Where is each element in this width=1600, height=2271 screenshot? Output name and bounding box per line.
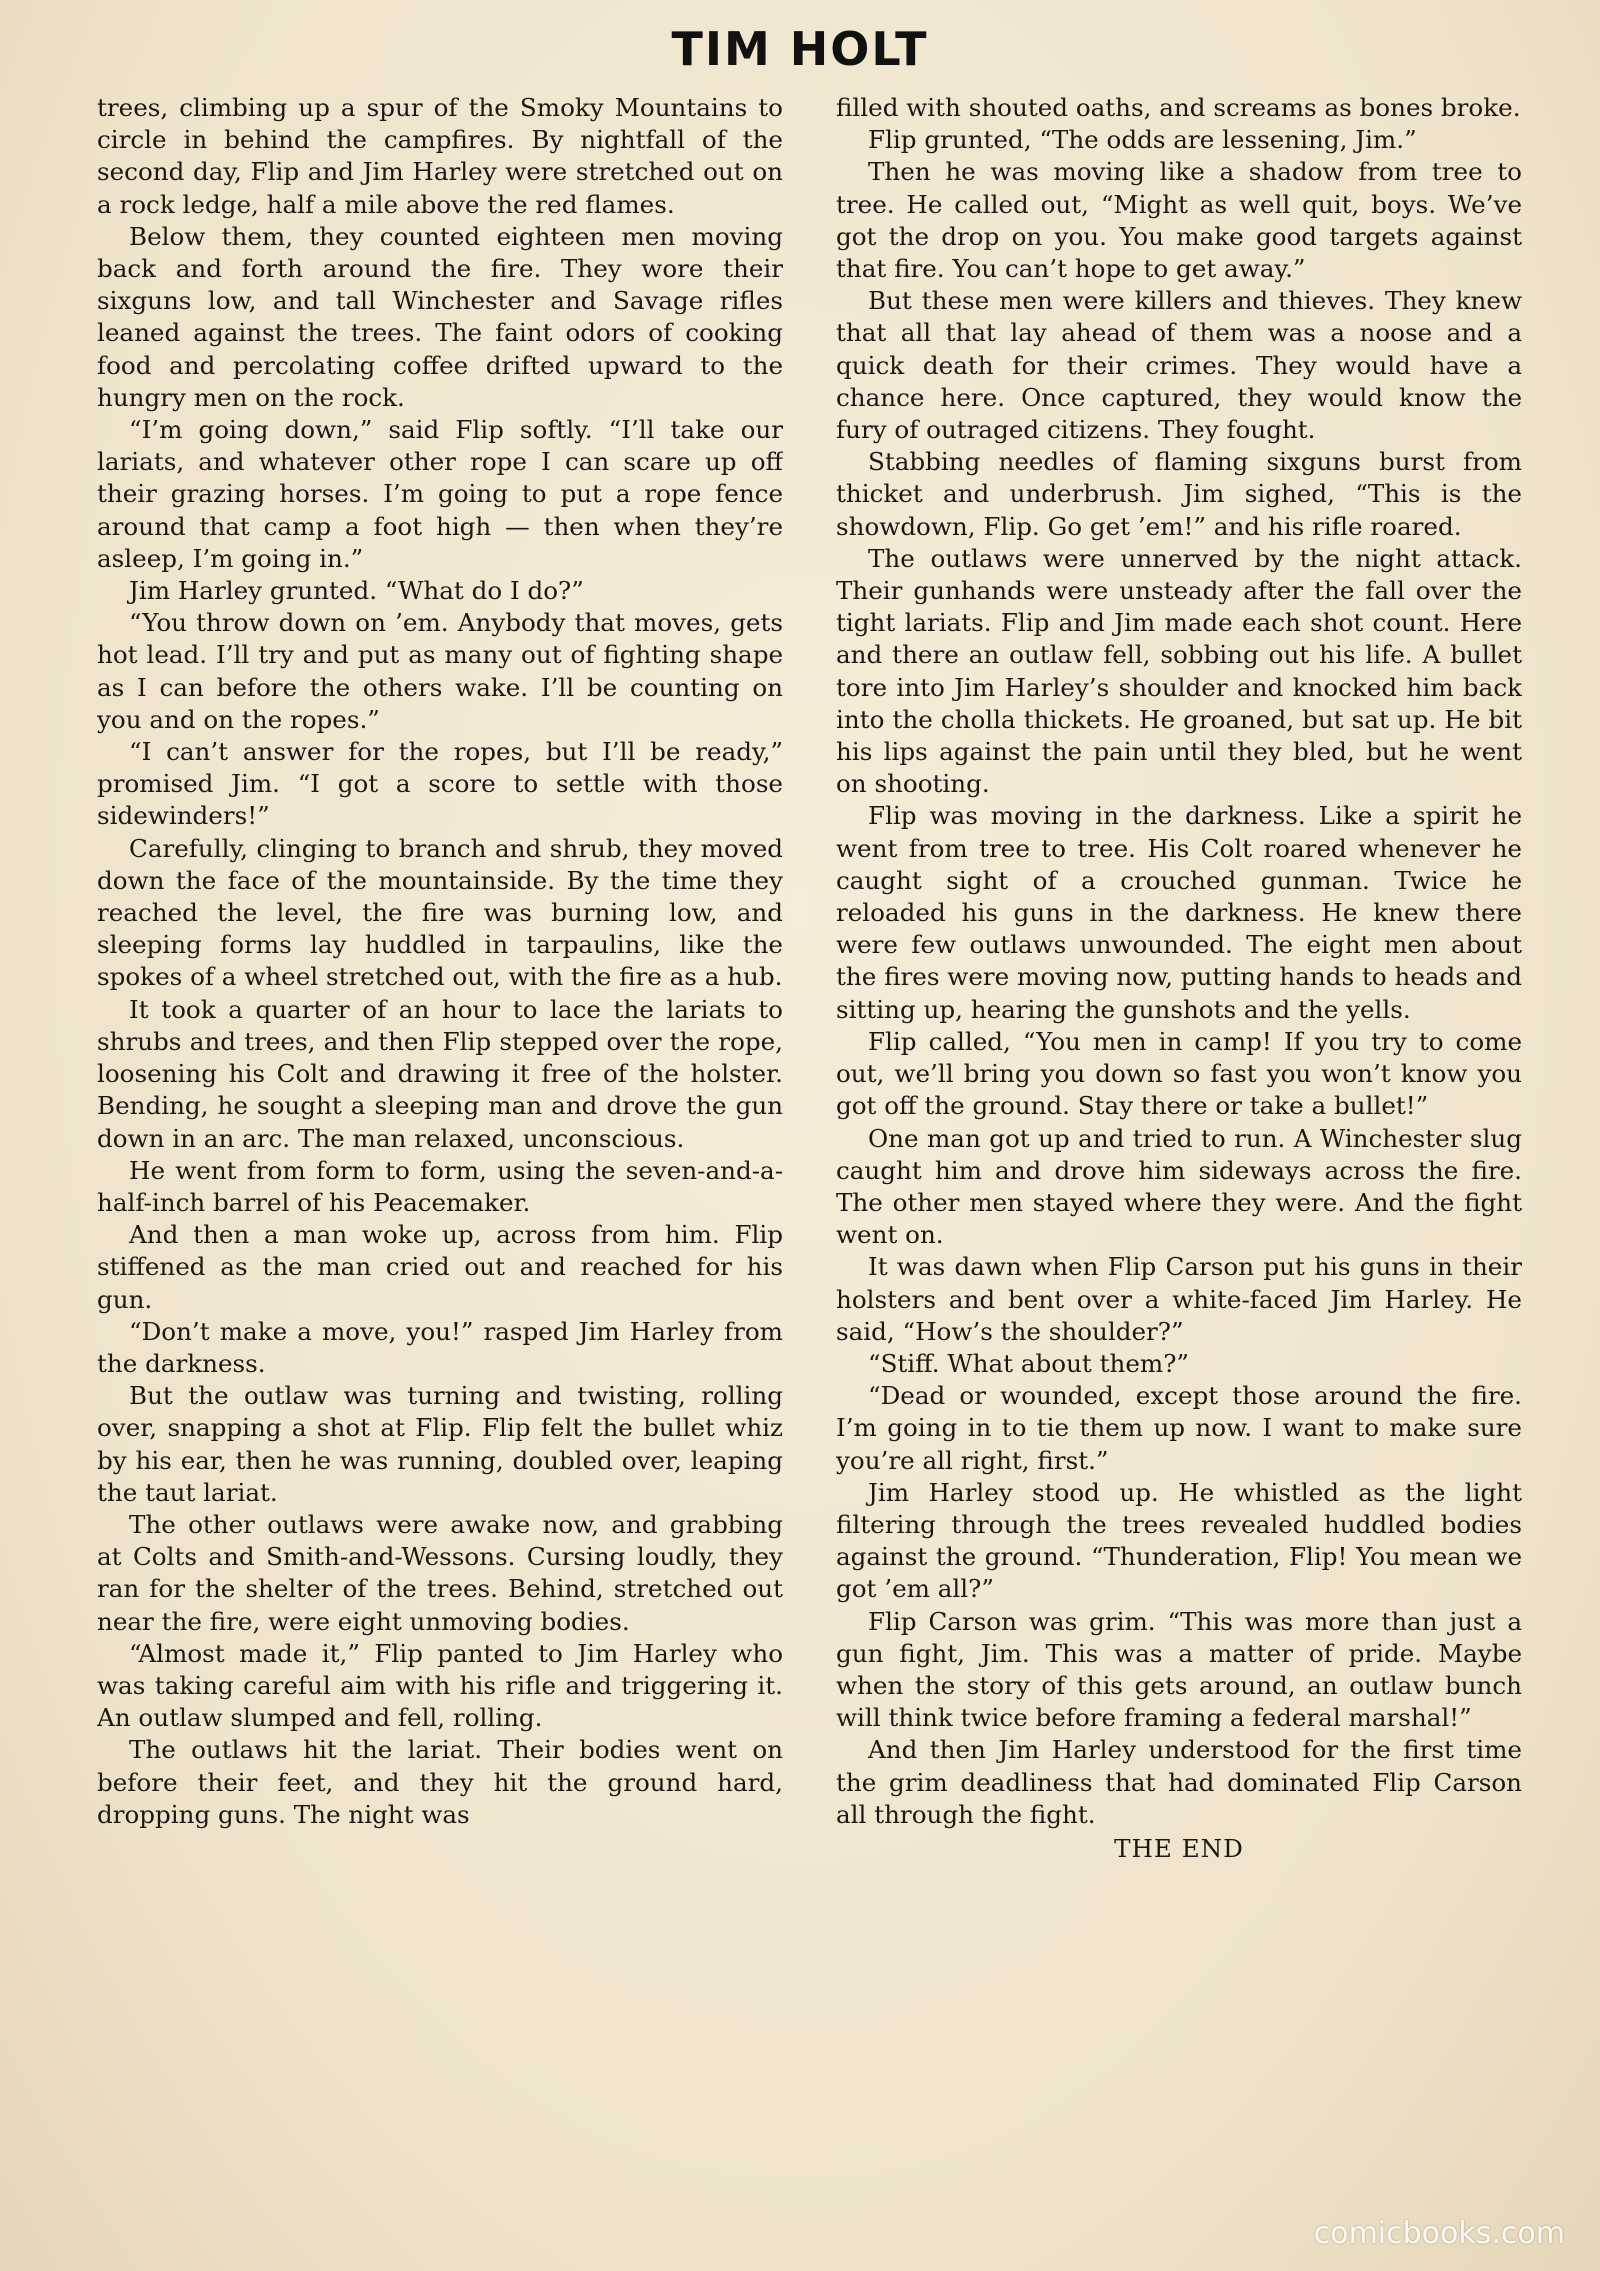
paragraph: But these men were killers and thieves. They knew that all that lay ahead of them was a noose and a quick death for their crimes. They would have a chance here. Once captured, they would know the fury of outraged citizens. They fought. [836,286,1522,445]
paragraph: filled with shouted oaths, and screams as bones broke. [836,93,1521,122]
paragraph: And then Jim Harley understood for the first time the grim deadliness that had dominated Flip Carson all through the fight. [836,1735,1522,1829]
paragraph: The other outlaws were awake now, and grabbing at Colts and Smith-and-Wessons. Cursing loudly, they ran for the shelter of the trees. Behind, stretched out near the fire, were eight unmoving bodies. [97,1509,783,1636]
left-column [97,92,783,2192]
paragraph: “I’m going down,” said Flip softly. “I’ll take our lariats, and whatever other rope I can scare up off their grazing horses. I’m going to put a rope fence around that camp a foot high — then when they’re asleep, I’m going in.” [97,415,783,573]
paragraph: trees, climbing up a spur of the Smoky Mountains to circle in behind the campfires. By nightfall of the second day, Flip and Jim Harley were stretched out on a rock ledge, half a mile above the red flames. [97,93,783,219]
paragraph: Jim Harley stood up. He whistled as the light filtering through the trees revealed huddled bodies against the ground. “Thunderation, Flip! You mean we got ’em all?” [836,1477,1522,1604]
paragraph: Flip called, “You men in camp! If you try to come out, we’ll bring you down so fast you won’t know you got off the ground. Stay there or take a bullet!” [836,1026,1522,1121]
paragraph: The outlaws were unnerved by the night attack. Their gunhands were unsteady after the fall over the tight lariats. Flip and Jim made each shot count. Here and there an outlaw fell, sobbing out his life. A bullet tore into Jim Harley’s shoulder and knocked him back into the cholla thickets. He groaned, but sat up. He bit his lips against the pain until they bled, but he went on shooting. [836,543,1522,799]
paragraph: It took a quarter of an hour to lace the lariats to shrubs and trees, and then Flip stepped over the rope, loosening his Colt and drawing it free of the holster. Bending, he sought a sleeping man and drove the gun down in an arc. The man relaxed, unconscious. [97,994,783,1153]
watermark: comicbooks.com [1313,2216,1565,2251]
paragraph: And then a man woke up, across from him. Flip stiffened as the man cried out and reached for his gun. [97,1220,783,1314]
paragraph: Flip grunted, “The odds are lessening, Jim.” [868,125,1417,155]
right-column [836,92,1522,2192]
paragraph: He went from form to form, using the seven-and-a-half-inch barrel of his Peacemaker. [97,1155,783,1217]
paragraph: Stabbing needles of flaming sixguns burst from thicket and underbrush. Jim sighed, “This is the showdown, Flip. Go get ’em!” and his rifle roared. [836,447,1522,541]
paragraph: It was dawn when Flip Carson put his guns in their holsters and bent over a white-faced Jim Harley. He said, “How’s the shoulder?” [836,1252,1522,1346]
paragraph: Flip Carson was grim. “This was more than just a gun fight, Jim. This was a matter of pride. Maybe when the story of this gets around, an outlaw bunch will think twice before framing a federal marshal!” [836,1606,1522,1733]
paragraph: Jim Harley grunted. “What do I do?” [129,576,584,606]
paragraph: Flip was moving in the darkness. Like a spirit he went from tree to tree. His Colt roared whenever he caught sight of a crouched gunman. Twice he reloaded his guns in the darkness. He knew there were few outlaws unwounded. The eight men about the fires were moving now, putting hands to heads and sitting up, hearing the gunshots and the yells. [836,801,1522,1024]
paragraph: “I can’t answer for the ropes, but I’ll be ready,” promised Jim. “I got a score to settle with those sidewinders!” [97,737,783,831]
paragraph: “Don’t make a move, you!” rasped Jim Harley from the darkness. [97,1316,783,1378]
paragraph: Then he was moving like a shadow from tree to tree. He called out, “Might as well quit, boys. We’ve got the drop on you. You make good targets against that fire. You can’t hope to get away.” [836,157,1522,284]
paragraph: Carefully, clinging to branch and shrub, they moved down the face of the mountainside. By the time they reached the level, the fire was burning low, and sleeping forms lay huddled in tarpaulins, like the spokes of a wheel stretched out, with the fire as a hub. [97,833,783,992]
paragraph: “Stiff. What about them?” [868,1348,1189,1378]
paragraph: Below them, they counted eighteen men moving back and forth around the fire. They wore their sixguns low, and tall Winchester and Savage rifles leaned against the trees. The faint odors of cooking food and percolating coffee drifted upward to the hungry men on the rock. [97,221,783,412]
paragraph: “You throw down on ’em. Anybody that moves, gets hot lead. I’ll try and put as many out of fighting shape as I can before the others wake. I’ll be counting on you and on the ropes.” [97,608,783,734]
paragraph: The outlaws hit the lariat. Their bodies went on before their feet, and they hit the ground hard, dropping guns. The night was [97,1735,783,1829]
paragraph: One man got up and tried to run. A Winchester slug caught him and drove him sideways across the fire. The other men stayed where they were. And the fight went on. [836,1123,1522,1250]
paragraph: “Dead or wounded, except those around the fire. I’m going in to tie them up now. I want to make sure you’re all right, first.” [836,1381,1522,1475]
the-end-label: THE END [1114,1833,1244,1863]
paragraph: But the outlaw was turning and twisting, rolling over, snapping a shot at Flip. Flip felt the bullet whiz by his ear, then he was running, doubled over, leaping the taut lariat. [97,1381,783,1507]
page-title: TIM HOLT [671,22,929,76]
paragraph: “Almost made it,” Flip panted to Jim Harley who was taking careful aim with his rifle and triggering it. An outlaw slumped and fell, rolling. [97,1638,783,1733]
